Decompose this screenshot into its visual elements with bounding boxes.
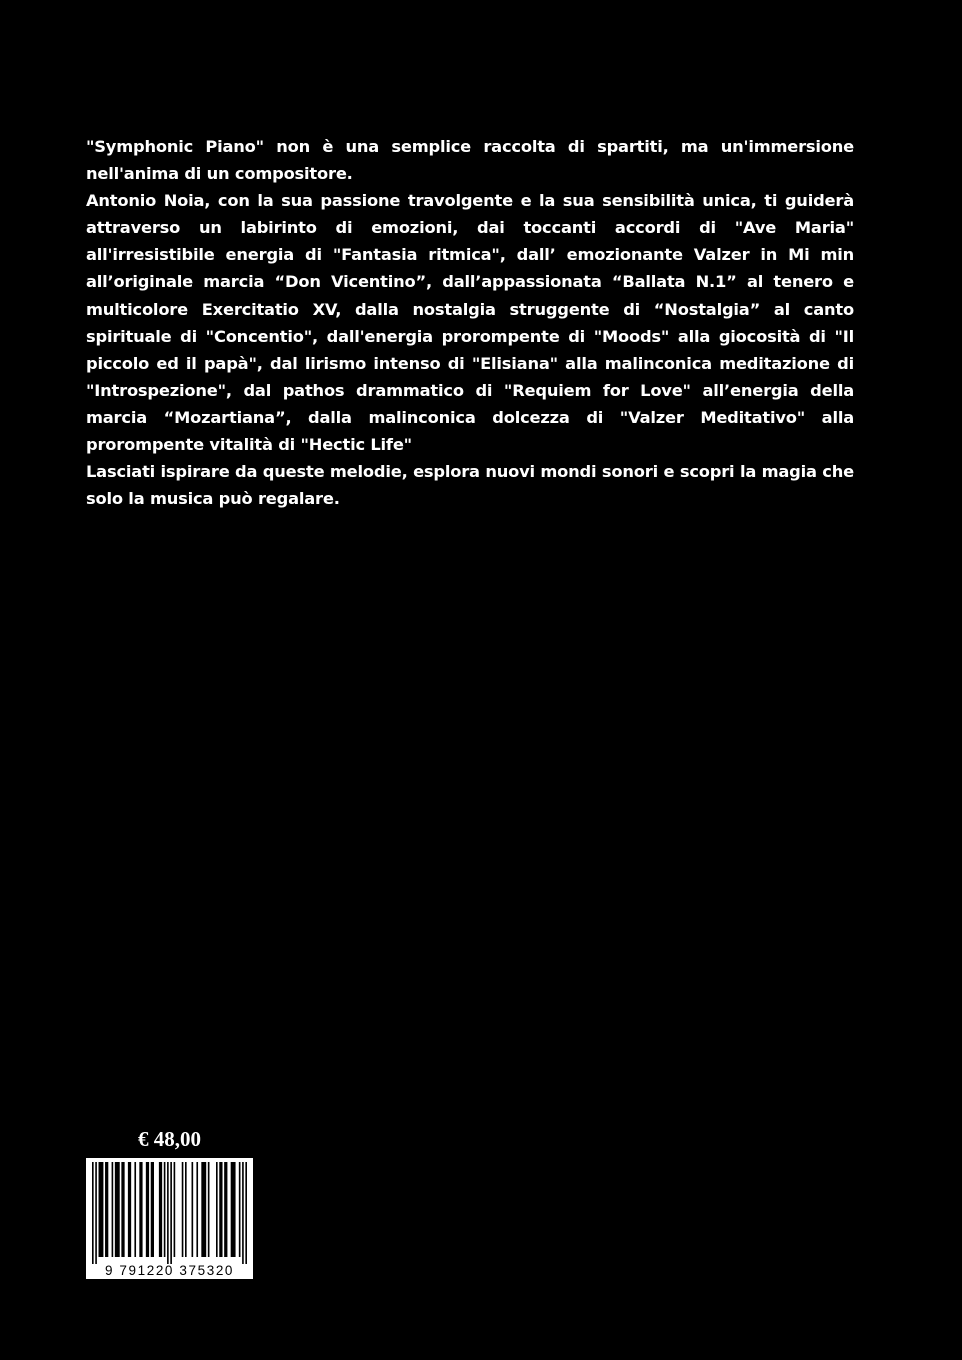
blurb-paragraph-closing: Lasciati ispirare da queste melodie, esplora nuovi mondi sonori e scopri la magia che solo la musica può regalare.	[86, 462, 854, 509]
barcode-bar	[159, 1162, 162, 1257]
barcode-bar	[146, 1162, 149, 1257]
blurb-paragraph-intro: "Symphonic Piano" non è una semplice raccolta di spartiti, ma un'immersione nell'anima di un compositore.	[86, 137, 854, 184]
barcode-bar	[139, 1162, 142, 1257]
barcode-bar	[128, 1162, 131, 1257]
barcode-bar	[170, 1162, 172, 1264]
barcode-bar	[239, 1162, 241, 1257]
barcode-bar	[242, 1162, 244, 1264]
barcode-bar	[105, 1162, 108, 1257]
barcode-bar	[121, 1162, 124, 1257]
barcode-bar	[231, 1162, 236, 1257]
barcode-bar	[182, 1162, 184, 1257]
barcode-bars	[86, 1158, 253, 1264]
barcode-bar	[185, 1162, 187, 1257]
back-cover-blurb	[86, 133, 854, 512]
barcode-bar	[95, 1162, 97, 1264]
barcode-bar	[134, 1162, 136, 1257]
barcode-bar	[201, 1162, 206, 1257]
barcode-bar	[219, 1162, 222, 1257]
barcode-bar	[92, 1162, 94, 1264]
barcode-bar	[245, 1162, 247, 1264]
isbn-barcode	[86, 1158, 253, 1279]
barcode-bar	[224, 1162, 227, 1257]
barcode-bar	[167, 1162, 169, 1264]
barcode-bar	[99, 1162, 104, 1257]
barcode-bar	[151, 1162, 154, 1257]
barcode-number: 9 791220 375320	[104, 1263, 235, 1278]
barcode-bar	[216, 1162, 218, 1257]
barcode-bar	[208, 1162, 210, 1257]
barcode-bar	[164, 1162, 166, 1257]
barcode-bar	[196, 1162, 198, 1257]
barcode-bar	[115, 1162, 120, 1257]
blurb-paragraph-description: Antonio Noia, con la sua passione travolgente e la sua sensibilità unica, ti guiderà attraverso un labirinto di emozioni, dai toccanti accordi di "Ave Maria" all'irresistibile energia di "Fantasia ritmica", dall’ emozionante Valzer in Mi min all’originale marcia “Don Vicentino”, dall’appassionata “Ballata N.1” al tenero e multicolore Exercitatio XV, dalla nostalgia struggente di “Nostalgia” al canto spirituale di "Concentio", dall'energia prorompente di "Moods" alla giocosità di "Il piccolo ed il papà", dal lirismo intenso di "Elisiana" alla malinconica meditazione di "Introspezione", dal pathos drammatico di "Requiem for Love" all’energia della marcia “Mozartiana”, dalla malinconica dolcezza di "Valzer Meditativo" alla prorompente vitalità di "Hectic Life"	[86, 191, 854, 455]
barcode-bar	[192, 1162, 194, 1257]
price-label: € 48,00	[138, 1127, 201, 1151]
barcode-bar	[174, 1162, 176, 1257]
barcode-bar	[112, 1162, 114, 1257]
